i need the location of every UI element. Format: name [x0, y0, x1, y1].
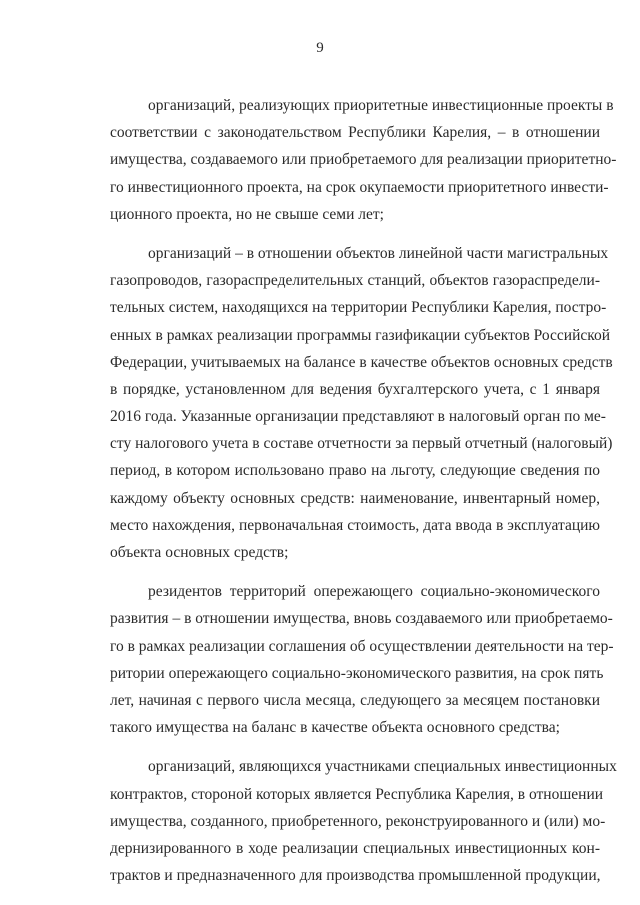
text-line: развития – в отношении имущества, вновь создаваемого или приобретаемо- [110, 610, 613, 628]
text-line: организаций, реализующих приоритетные инвестиционные проекты в [148, 97, 614, 114]
text-line: в порядке, установленном для ведения бухгалтерского учета, с 1 января [110, 380, 600, 398]
text-line: контрактов, стороной которых является Республика Карелия, в отношении [110, 785, 604, 803]
text-line: енных в рамках реализации программы газификации субъектов Российской [110, 326, 611, 344]
text-line: ционного проекта, но не свыше семи лет; [110, 205, 384, 223]
text-line: дернизированного в ходе реализации специальных инвестиционных кон- [110, 839, 600, 857]
text-line: организаций, являющихся участниками специальных инвестиционных [148, 758, 617, 776]
text-line: 2016 года. Указанные организации представляют в налоговый орган по ме- [110, 408, 606, 426]
text-line: газопроводов, газораспределительных станций, объектов газораспредели- [110, 272, 600, 290]
paragraph-advanced-development [110, 578, 614, 741]
text-line: резидентов территорий опережающего социально-экономического [148, 583, 600, 601]
text-line: каждому объекту основных средств: наименование, инвентарный номер, [110, 489, 600, 507]
paragraph-gas-pipelines [110, 240, 613, 566]
text-line: объекта основных средств; [110, 544, 289, 561]
text-line: го инвестиционного проекта, на срок окупаемости приоритетного инвести- [110, 178, 609, 196]
text-line: лет, начиная с первого числа месяца, следующего за месяцем постановки [110, 691, 600, 709]
text-line: Федерации, учитываемых на балансе в качестве объектов основных средств [110, 353, 613, 371]
page-number: 9 [316, 40, 324, 56]
text-line: период, в котором использовано право на льготу, следующие сведения по [110, 462, 600, 480]
text-line: организаций – в отношении объектов линейной части магистральных [148, 244, 609, 262]
paragraph-priority-investment [110, 92, 617, 228]
text-line: имущества, созданного, приобретенного, реконструированного и (или) мо- [110, 812, 606, 830]
text-line: трактов и предназначенного для производства промышленной продукции, [110, 867, 601, 885]
text-line: соответствии с законодательством Республики Карелия, – в отношении [110, 124, 600, 142]
text-line: тельных систем, находящихся на территории Республики Карелия, постро- [110, 299, 607, 317]
text-line: сту налогового учета в составе отчетности за первый отчетный (налоговый) [110, 435, 613, 453]
text-line: го в рамках реализации соглашения об осуществлении деятельности на тер- [110, 637, 614, 655]
text-line: имущества, создаваемого или приобретаемого для реализации приоритетно- [110, 151, 617, 169]
text-line: такого имущества на баланс в качестве объекта основного средства; [110, 719, 560, 737]
document-body [110, 92, 617, 901]
text-line: место нахождения, первоначальная стоимость, дата ввода в эксплуатацию [110, 516, 600, 534]
paragraph-special-contracts [110, 753, 617, 889]
text-line: ритории опережающего социально-экономического развития, на срок пять [110, 664, 604, 682]
